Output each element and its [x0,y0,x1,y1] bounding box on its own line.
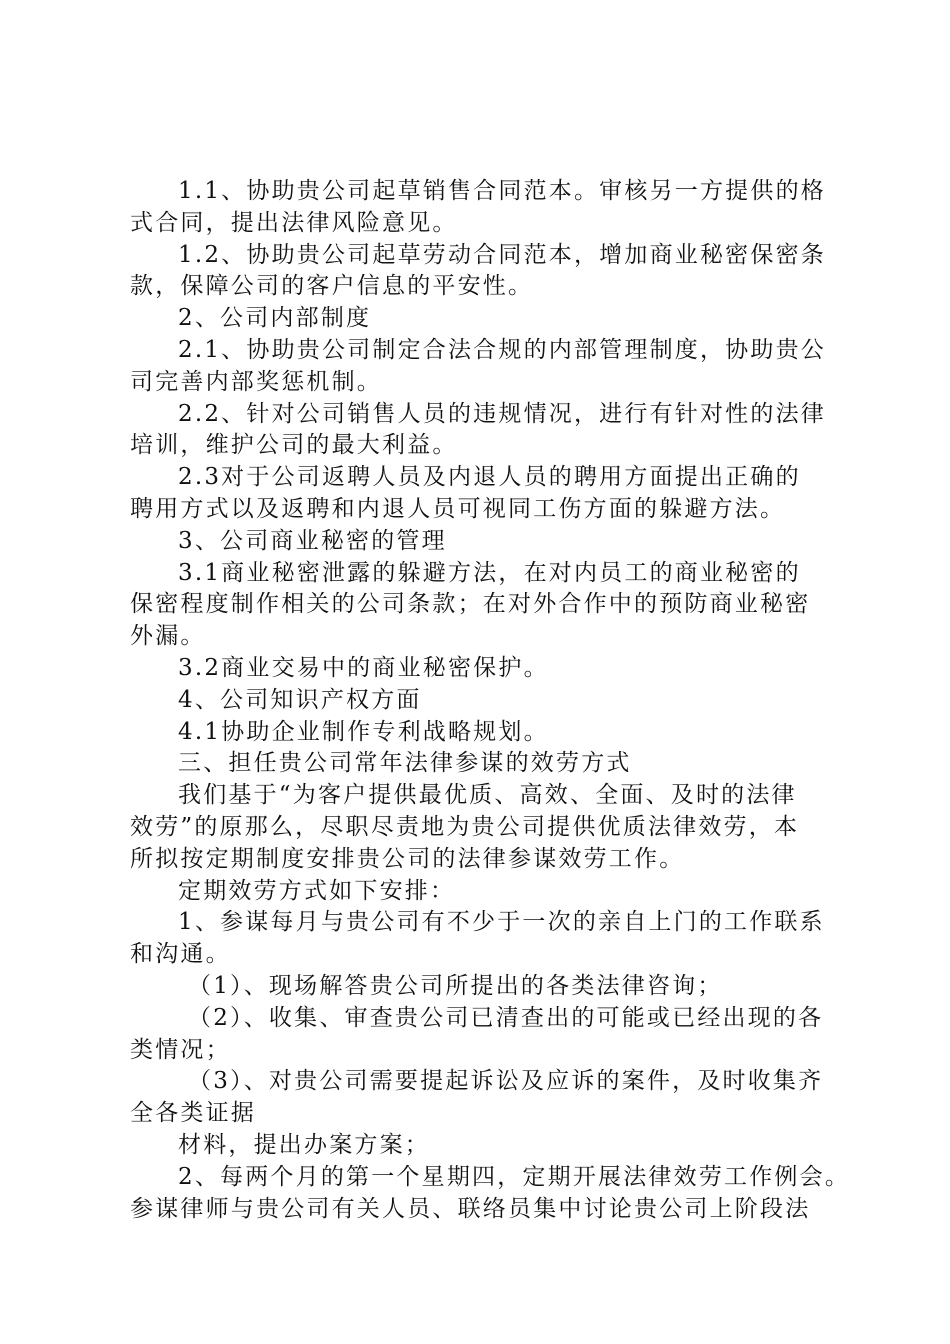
text-line: 保密程度制作相关的公司条款；在对外合作中的预防商业秘密 [130,591,811,618]
text-line: 式合同，提出法律风险意见。 [130,209,458,236]
text-line: 聘用方式以及返聘和内退人员可视同工伤方面的躲避方法。 [130,495,786,522]
text-line: 3.2商业交易中的商业秘密保护。 [178,654,549,681]
text-line: 4、公司知识产权方面 [178,686,422,713]
text-line: （1）、现场解答贵公司所提出的各类法律咨询； [188,972,723,999]
text-line: 类情况； [130,1036,231,1063]
text-line: 效劳”的原那么，尽职尽责地为贵公司提供优质法律效劳，本 [130,813,800,840]
text-line: （3）、对贵公司需要提起诉讼及应诉的案件，及时收集齐 [188,1068,824,1095]
text-line: 4.1协助企业制作专利战略规划。 [178,718,549,745]
text-line: 1.1、协助贵公司起草销售合同范本。审核另一方提供的格 [178,178,826,204]
text-line: 所拟按定期制度安排贵公司的法律参谋效劳工作。 [130,845,685,872]
text-line: 1.2、协助贵公司起草劳动合同范本，增加商业秘密保密条 [178,241,826,268]
text-line: 款，保障公司的客户信息的平安性。 [130,273,534,300]
text-line: 全各类证据 [130,1100,256,1127]
text-line: 3.1商业秘密泄露的躲避方法，在对内员工的商业秘密的 [178,559,801,586]
text-line: 2、每两个月的第一个星期四，定期开展法律效劳工作例会。 [178,1163,851,1190]
text-line: 司完善内部奖惩机制。 [130,368,382,395]
text-line: 1、参谋每月与贵公司有不少于一次的亲自上门的工作联系 [178,909,825,936]
text-line: 培训，维护公司的最大利益。 [130,432,458,459]
text-line: 我们基于“为客户提供最优质、高效、全面、及时的法律 [178,782,797,809]
text-line: 2、公司内部制度 [178,305,372,332]
text-line: 3、公司商业秘密的管理 [178,527,447,554]
text-line: 2.2、针对公司销售人员的违规情况，进行有针对性的法律 [178,400,826,427]
text-line: 三、担任贵公司常年法律参谋的效劳方式 [178,750,632,777]
document-body [130,176,850,1225]
text-line: 2.1、协助贵公司制定合法合规的内部管理制度，协助贵公 [178,336,826,363]
text-line: 定期效劳方式如下安排： [178,877,456,904]
text-line: 外漏。 [130,623,206,650]
text-line: 材料，提出办案方案； [178,1131,430,1158]
text-line: （2）、收集、审查贵公司已清查出的可能或已经出现的各 [188,1004,824,1031]
text-line: 和沟通。 [130,941,231,968]
text-line: 2.3对于公司返聘人员及内退人员的聘用方面提出正确的 [178,464,801,491]
text-line: 参谋律师与贵公司有关人员、联络员集中讨论贵公司上阶段法 [130,1195,811,1222]
